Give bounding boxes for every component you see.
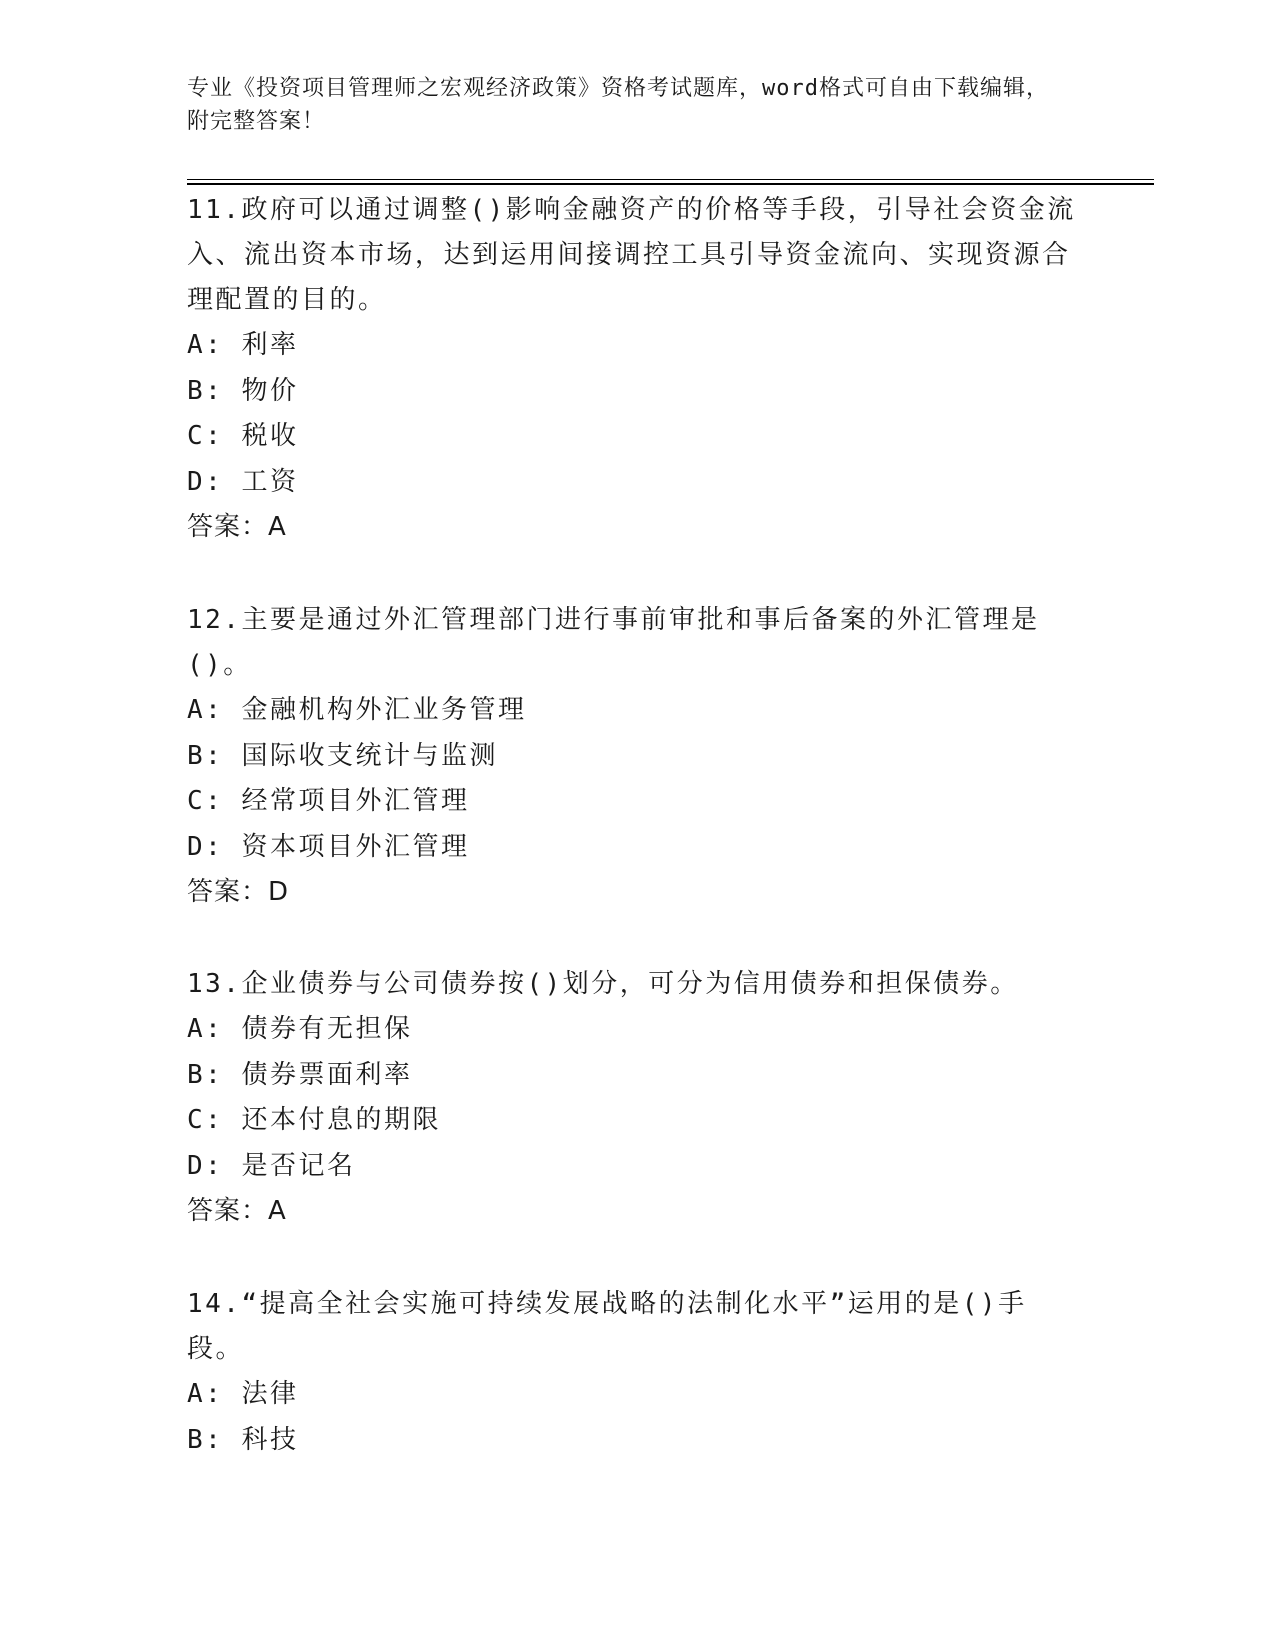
option-a: A: 法律 xyxy=(187,1379,299,1409)
answer: 答案：A xyxy=(187,1196,287,1226)
question-14 xyxy=(187,1282,1077,1463)
question-stem: 11.政府可以通过调整()影响金融资产的价格等手段，引导社会资金流入、流出资本市场，达到运用间接调控工具引导资金流向、实现资源合理配置的目的。 xyxy=(187,195,1076,315)
header-divider-thick xyxy=(187,183,1154,185)
option-b: B: 物价 xyxy=(187,375,299,406)
option-d: D: 资本项目外汇管理 xyxy=(187,831,470,862)
answer: 答案：D xyxy=(187,877,290,907)
question-stem: 12.主要是通过外汇管理部门进行事前审批和事后备案的外汇管理是()。 xyxy=(187,605,1040,680)
option-b: B: 国际收支统计与监测 xyxy=(187,740,498,771)
option-a: A: 金融机构外汇业务管理 xyxy=(187,695,527,725)
option-d: D: 工资 xyxy=(187,466,299,497)
option-a: A: 利率 xyxy=(187,330,299,360)
option-c: C: 还本付息的期限 xyxy=(187,1105,441,1135)
header-divider-thin xyxy=(187,179,1154,180)
option-b: B: 债券票面利率 xyxy=(187,1059,413,1090)
option-d: D: 是否记名 xyxy=(187,1150,356,1181)
question-13 xyxy=(187,962,1077,1235)
option-c: C: 经常项目外汇管理 xyxy=(187,786,470,816)
option-a: A: 债券有无担保 xyxy=(187,1014,413,1044)
question-stem: 13.企业债券与公司债券按()划分，可分为信用债券和担保债券。 xyxy=(187,969,1019,999)
question-stem: 14.“提高全社会实施可持续发展战略的法制化水平”运用的是()手段。 xyxy=(187,1289,1027,1364)
option-c: C: 税收 xyxy=(187,421,299,451)
document-header: 专业《投资项目管理师之宏观经济政策》资格考试题库，word格式可自由下载编辑，附完整答案！ xyxy=(187,76,1049,134)
question-12 xyxy=(187,598,1077,916)
answer: 答案：A xyxy=(187,512,287,542)
option-b: B: 科技 xyxy=(187,1424,299,1455)
question-11 xyxy=(187,188,1077,551)
